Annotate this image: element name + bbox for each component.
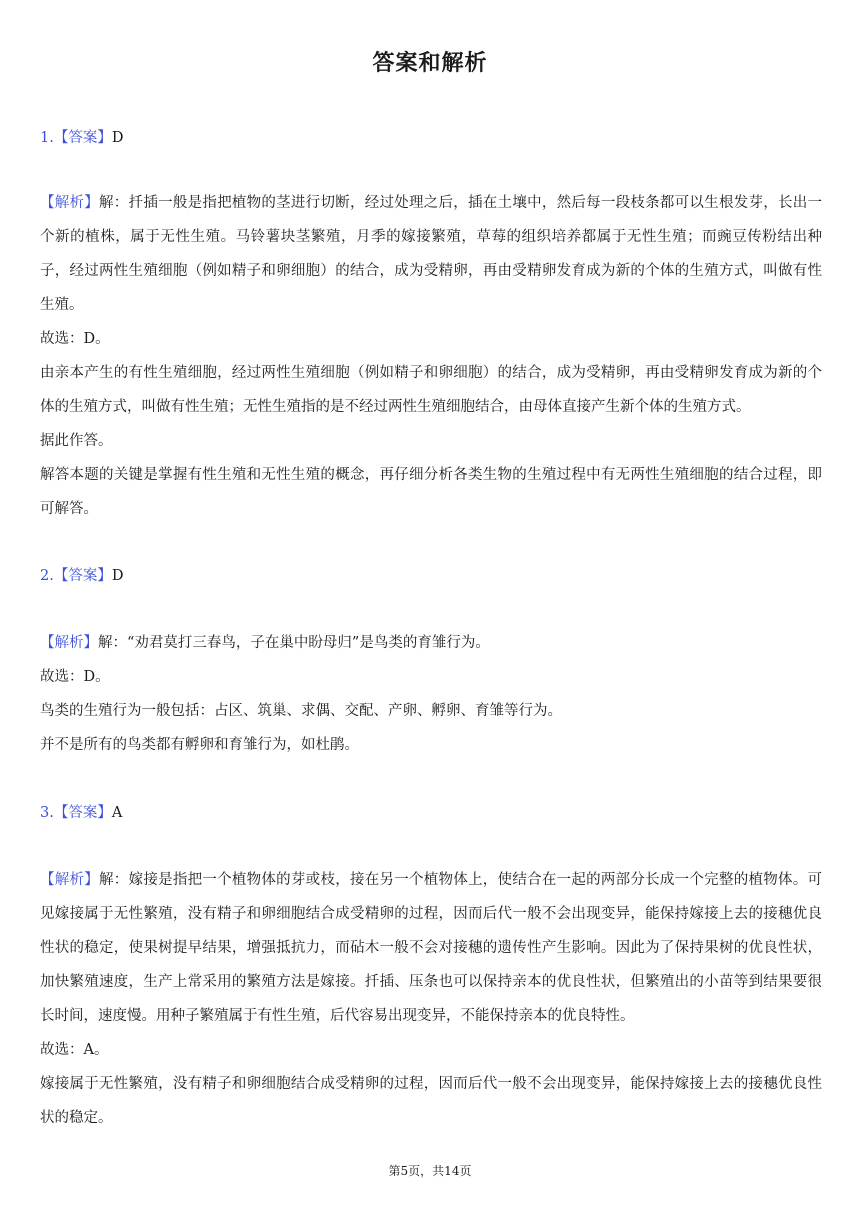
analysis-paragraph	[40, 626, 822, 660]
analysis-paragraph: 故选：D。	[40, 669, 110, 685]
analysis-text: 解：“劝君莫打三春鸟，子在巢中盼母归”是鸟类的育雏行为。	[98, 635, 490, 651]
analysis-block-1	[40, 186, 822, 526]
answer-value: D	[111, 568, 124, 584]
analysis-tag: 【解析】	[40, 635, 98, 651]
answer-line-3	[40, 803, 122, 823]
analysis-paragraph: 并不是所有的鸟类都有孵卵和育雏行为，如杜鹃。	[40, 737, 359, 753]
analysis-paragraph: 嫁接属于无性繁殖，没有精子和卵细胞结合成受精卵的过程，因而后代一般不会出现变异，能保持嫁接上去的接穗优良性状的稳定。	[40, 1076, 822, 1126]
analysis-paragraph: 鸟类的生殖行为一般包括：占区、筑巢、求偶、交配、产卵、孵卵、育雏等行为。	[40, 703, 562, 719]
analysis-paragraph: 由亲本产生的有性生殖细胞，经过两性生殖细胞（例如精子和卵细胞）的结合，成为受精卵，再由受精卵发育成为新的个体的生殖方式，叫做有性生殖；无性生殖指的是不经过两性生殖细胞结合，由母体直接产生新个体的生殖方式。	[40, 365, 822, 415]
question-number: 2.	[40, 568, 54, 584]
analysis-paragraph: 故选：A。	[40, 1042, 109, 1058]
analysis-paragraph: 故选：D。	[40, 331, 110, 347]
analysis-paragraph	[40, 863, 822, 1033]
answer-line-2	[40, 566, 123, 586]
answer-tag: 【答案】	[53, 568, 112, 584]
question-number: 3.	[40, 805, 54, 821]
question-number: 1.	[40, 130, 54, 146]
page-title: 答案和解析	[372, 51, 488, 76]
analysis-text: 解：嫁接是指把一个植物体的芽或枝，接在另一个植物体上，使结合在一起的两部分长成一个完整的植物体。可见嫁接属于无性繁殖，没有精子和卵细胞结合成受精卵的过程，因而后代一般不会出现变异，能保持嫁接上去的接穗优良性状的稳定，使果树提早结果，增强抵抗力，而砧木一般不会对接穗的遗传性产生影响。因此为了保持果树的优良性状，加快繁殖速度，生产上常采用的繁殖方法是嫁接。扦插、压条也可以保持亲本的优良性状，但繁殖出的小苗等到结果要很长时间，速度慢。用种子繁殖属于有性生殖，后代容易出现变异，不能保持亲本的优良特性。	[40, 872, 823, 1024]
analysis-block-2	[40, 626, 822, 762]
analysis-block-3	[40, 863, 822, 1135]
page-footer: 第5页，共14页	[388, 1164, 472, 1178]
answer-tag: 【答案】	[53, 805, 112, 821]
analysis-text: 解：扦插一般是指把植物的茎进行切断，经过处理之后，插在土壤中，然后每一段枝条都可以生根发芽，长出一个新的植株，属于无性生殖。马铃薯块茎繁殖，月季的嫁接繁殖，草莓的组织培养都属于无性生殖；而豌豆传粉结出种子，经过两性生殖细胞（例如精子和卵细胞）的结合，成为受精卵，再由受精卵发育成为新的个体的生殖方式，叫做有性生殖。	[40, 195, 823, 313]
answer-line-1	[40, 128, 123, 148]
analysis-tag: 【解析】	[40, 872, 100, 888]
analysis-tag: 【解析】	[40, 195, 100, 211]
analysis-paragraph: 解答本题的关键是掌握有性生殖和无性生殖的概念，再仔细分析各类生物的生殖过程中有无两性生殖细胞的结合过程，即可解答。	[40, 467, 822, 517]
analysis-paragraph: 据此作答。	[40, 433, 113, 449]
answer-tag: 【答案】	[53, 130, 112, 146]
answer-value: A	[111, 805, 123, 821]
analysis-paragraph	[40, 186, 822, 322]
answer-value: D	[111, 130, 124, 146]
